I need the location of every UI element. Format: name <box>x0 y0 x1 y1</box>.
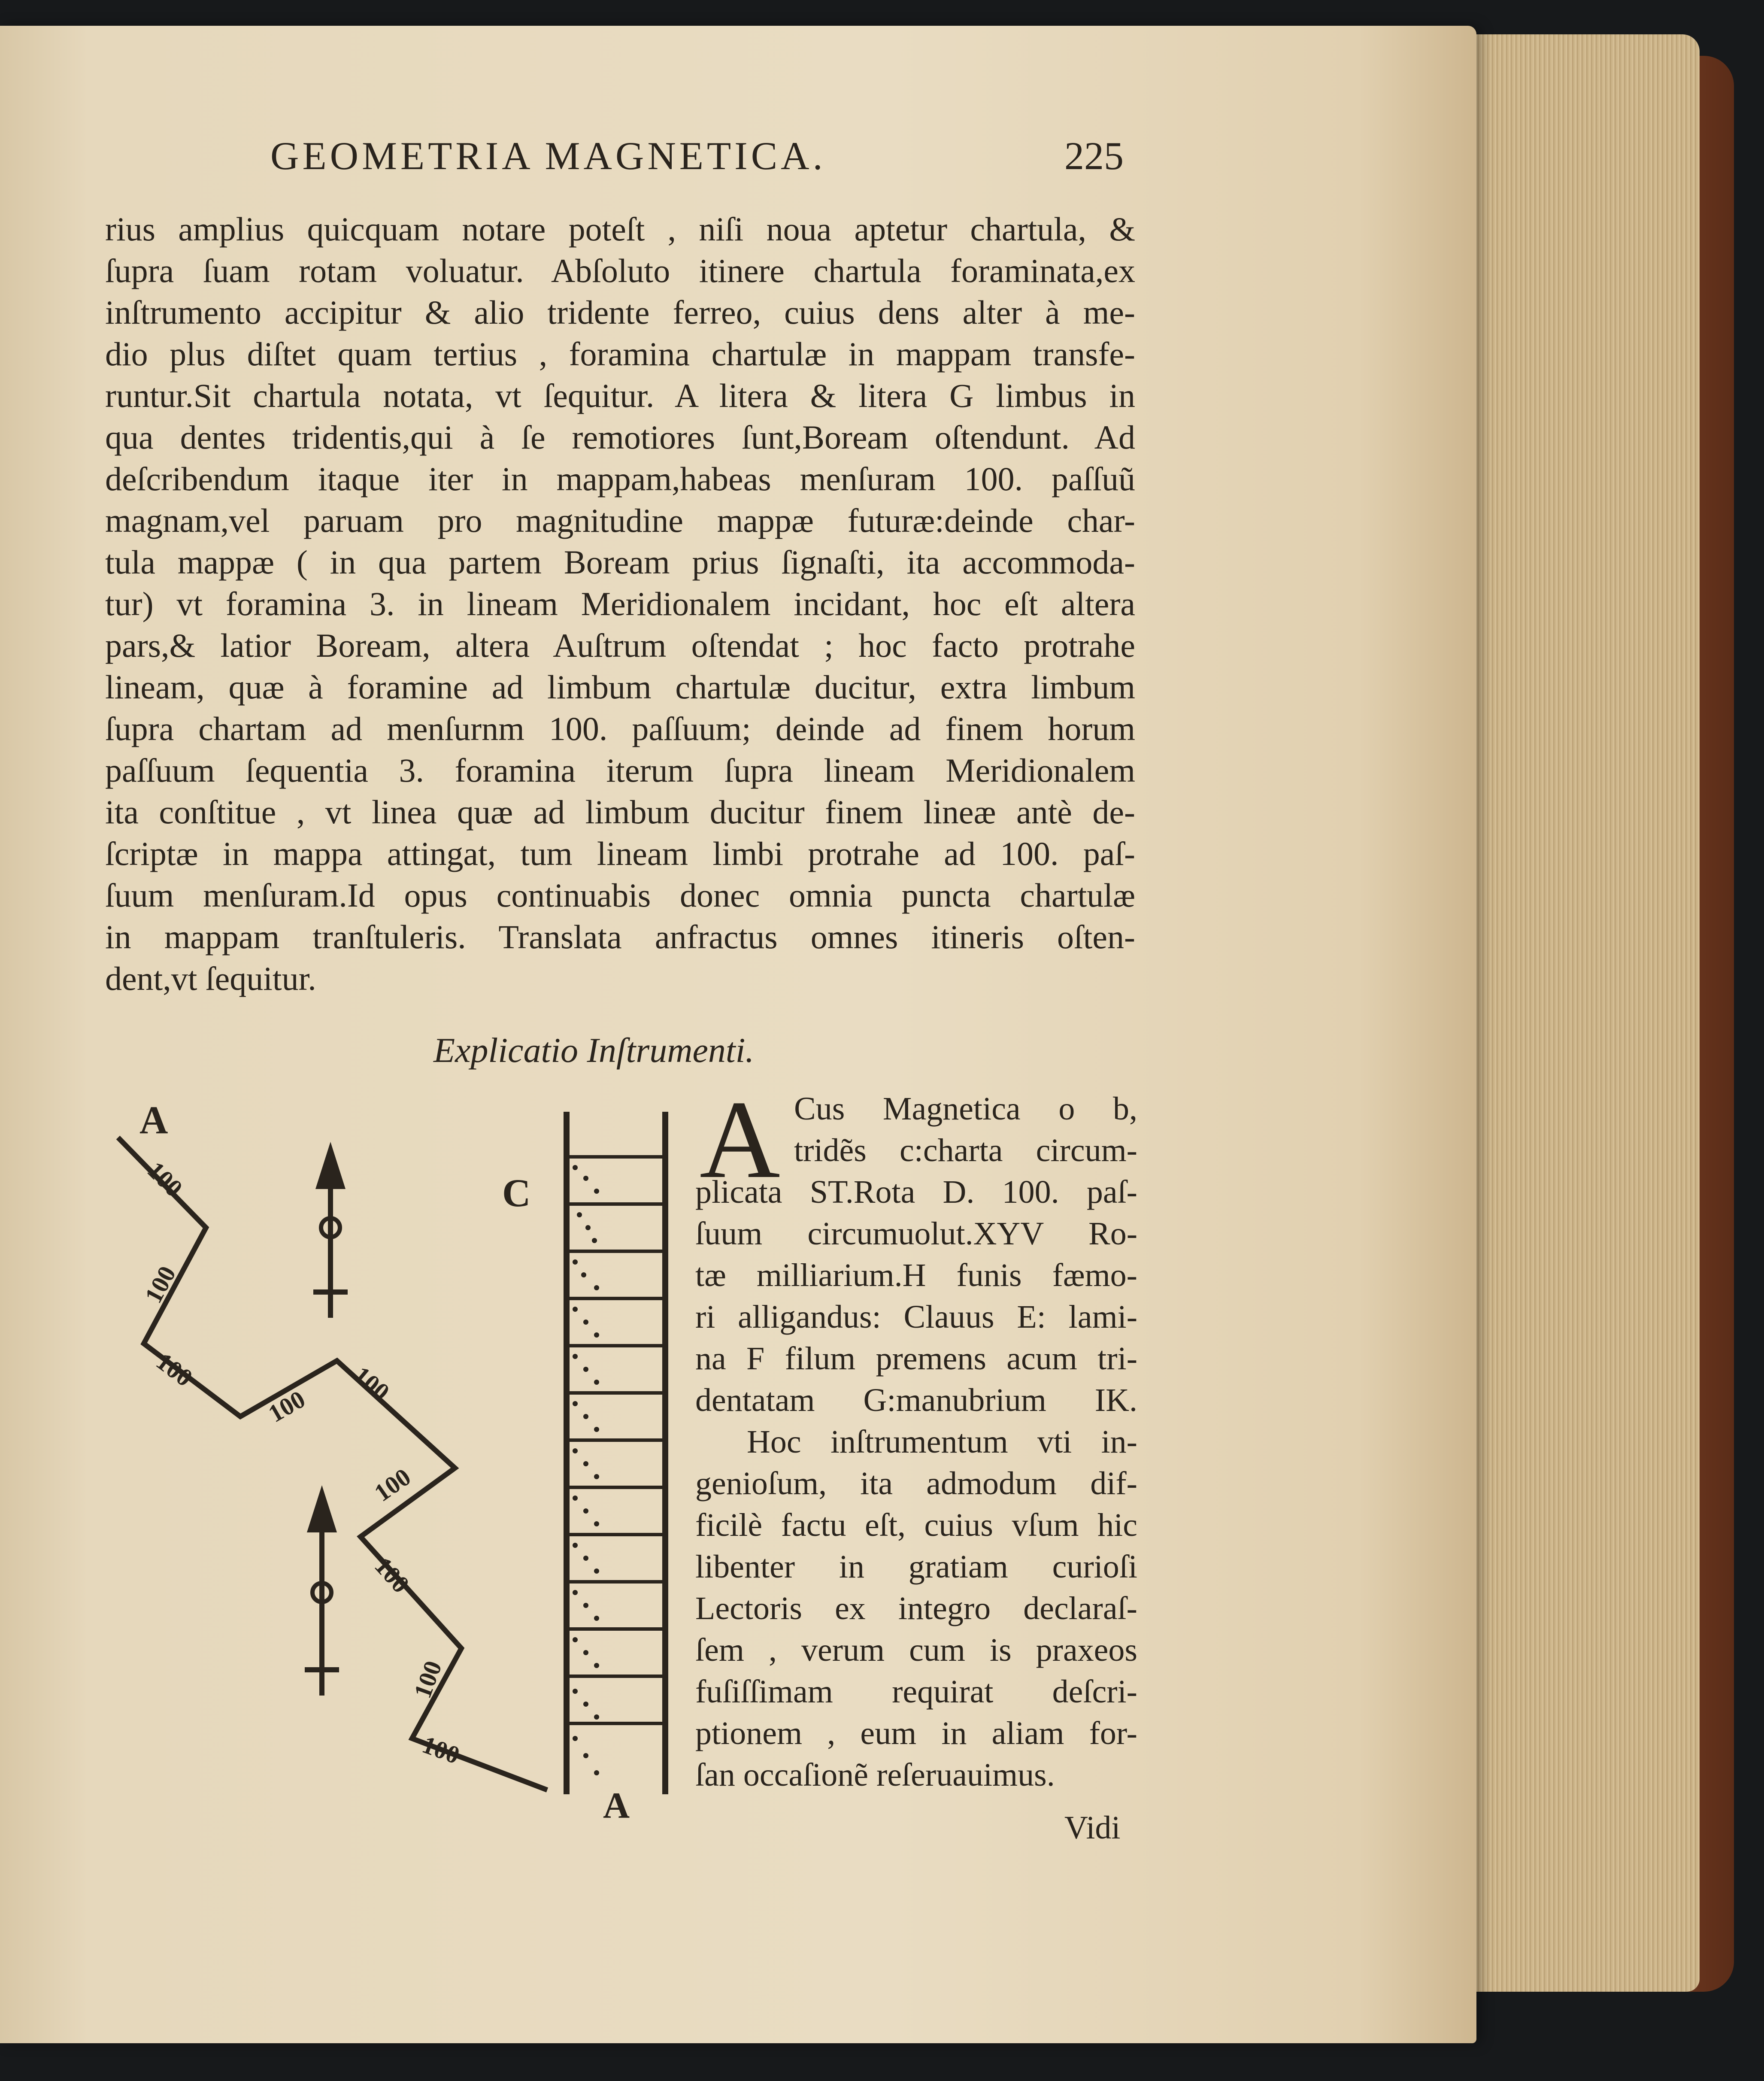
body-line: ſuum menſuram.Id opus continuabis donec omnia puncta chartulæ <box>105 877 1135 914</box>
body-line: pars,& latior Boream, altera Auſtrum oſtendat ; hoc facto protrahe <box>105 627 1135 664</box>
segment-label: 100 <box>139 1261 182 1308</box>
page-number: 225 <box>1064 134 1124 178</box>
running-title: GEOMETRIA MAGNETICA. <box>270 134 826 178</box>
route-start-label: A <box>139 1103 168 1142</box>
section-heading: Explicatio Inſtrumenti. <box>433 1031 754 1070</box>
book-page <box>0 26 1476 2043</box>
body-line: dio plus diſtet quam tertius , foramina chartulæ in mappam transfe- <box>105 335 1135 373</box>
explanation-line: tridẽs c:charta circum- <box>794 1132 1137 1168</box>
explanation-line: tæ milliarium.H funis fæmo- <box>695 1257 1137 1293</box>
body-line: tula mappæ ( in qua partem Boream prius ſignaſti, ita accommoda- <box>105 543 1135 581</box>
body-line: rius amplius quicquam notare poteſt , niſi noua aptetur chartula, & <box>105 210 1135 248</box>
segment-label: 100 <box>151 1347 198 1392</box>
page-edges <box>1442 34 1700 1992</box>
body-line: ſupra ſuam rotam voluatur. Abſoluto itinere chartula foraminata,ex <box>105 252 1135 289</box>
explanation-line: ſan occaſionẽ reſeruauimus. <box>695 1757 1055 1793</box>
body-line: dent,vt ſequitur. <box>105 960 316 997</box>
body-line: ſcriptæ in mappa attingat, tum lineam limbi protrahe ad 100. paſ- <box>105 835 1135 872</box>
explanation-line: plicata ST.Rota D. 100. paſ- <box>695 1174 1137 1210</box>
body-line: ſupra chartam ad menſurnm 100. paſſuum; deinde ad finem horum <box>105 710 1135 747</box>
explanation-line: ficilè factu eſt, cuius vſum hic <box>695 1507 1137 1543</box>
explanation-line: Lectoris ex integro declaraſ- <box>695 1590 1137 1626</box>
body-line: tur) vt foramina 3. in lineam Meridionalem incidant, hoc eſt altera <box>105 585 1135 622</box>
body-line: lineam, quæ à foramine ad limbum chartulæ ducitur, extra limbum <box>105 668 1135 706</box>
explanation-line: dentatam G:manubrium IK. <box>695 1382 1137 1418</box>
segment-label: 100 <box>142 1156 188 1202</box>
segment-label: 100 <box>418 1730 464 1769</box>
instrument-explanation <box>695 1078 1137 1796</box>
catchword: Vidi <box>1064 1810 1121 1846</box>
body-line: ita conſtitue , vt linea quæ ad limbum ducitur finem lineæ antè de- <box>105 793 1135 831</box>
drop-cap: A <box>700 1078 780 1201</box>
segment-label: 100 <box>369 1462 416 1507</box>
route-figure <box>103 1103 695 1820</box>
north-arrow-icon <box>305 1485 339 1696</box>
segment-label: 100 <box>408 1657 447 1702</box>
explanation-line: Cus Magnetica o b, <box>794 1091 1137 1127</box>
segment-label: 100 <box>264 1385 310 1428</box>
body-line: in mappam tranſtuleris. Translata anfractus omnes itineris oſten- <box>105 918 1135 956</box>
explanation-line: libenter in gratiam curioſi <box>695 1549 1137 1585</box>
north-arrow-icon <box>313 1142 348 1318</box>
body-line: runtur.Sit chartula notata, vt ſequitur. A litera & litera G limbus in <box>105 377 1135 414</box>
explanation-line: ri alligandus: Clauus E: lami- <box>695 1299 1137 1335</box>
explanation-line: genioſum, ita admodum dif- <box>695 1465 1137 1502</box>
body-line: inſtrumento accipitur & alio tridente ferreo, cuius dens alter à me- <box>105 294 1135 331</box>
strip-label-c: C <box>502 1171 531 1215</box>
strip-pinholes <box>573 1165 599 1775</box>
explanation-line: fuſiſſimam requirat deſcri- <box>695 1674 1137 1710</box>
body-line: deſcribendum itaque iter in mappam,habeas menſuram 100. paſſuũ <box>105 460 1135 497</box>
explanation-line: Hoc inſtrumentum vti in- <box>747 1424 1137 1460</box>
body-line: magnam,vel paruam pro magnitudine mappæ futuræ:deinde char- <box>105 502 1135 539</box>
segment-label: 100 <box>369 1552 415 1599</box>
body-line: paſſuum ſequentia 3. foramina iterum ſupra lineam Meridionalem <box>105 752 1135 789</box>
strip-label-a: A <box>603 1785 630 1820</box>
explanation-line: ſem , verum cum is praxeos <box>695 1632 1137 1668</box>
explanation-line: ptionem , eum in aliam for- <box>695 1715 1137 1751</box>
explanation-line: na F filum premens acum tri- <box>695 1341 1137 1377</box>
body-line: qua dentes tridentis,qui à ſe remotiores ſunt,Boream oſtendunt. Ad <box>105 419 1135 456</box>
segment-label: 100 <box>348 1361 395 1406</box>
explanation-line: ſuum circumuolut.XYV Ro- <box>695 1216 1137 1252</box>
body-text <box>105 208 1135 999</box>
